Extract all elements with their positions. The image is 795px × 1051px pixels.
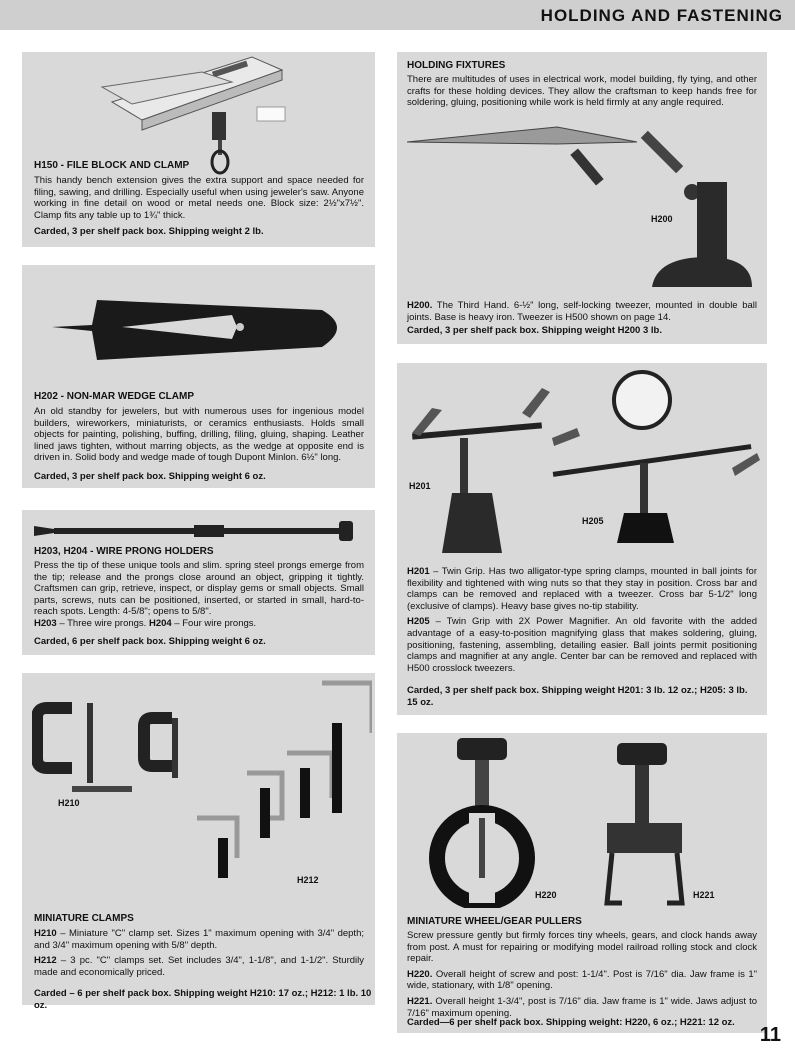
h201-photo-label: H201 bbox=[409, 481, 431, 491]
h221-code: H221. bbox=[407, 995, 433, 1007]
h202-panel bbox=[22, 265, 375, 488]
h200-description bbox=[407, 300, 757, 323]
h212-photo-label: H212 bbox=[297, 875, 319, 885]
wire-prong-holder-image bbox=[34, 518, 359, 544]
h200-text: The Third Hand. 6-½" long, self-locking tweezer, mounted in double ball joints. Base is heavy iron. Tweezer is H500 shown on page 14. bbox=[407, 300, 757, 323]
h200-photo-label: H200 bbox=[651, 214, 673, 224]
h220-code: H220. bbox=[407, 968, 433, 980]
h220-photo-label: H220 bbox=[535, 890, 557, 900]
wedge-clamp-image bbox=[52, 285, 352, 370]
h205-code: H205 bbox=[407, 616, 430, 628]
h204-code: H204 bbox=[148, 617, 172, 629]
h203-code: H203 bbox=[34, 617, 57, 629]
h212-text: – 3 pc. "C" clamps set. Set includes 3/4", 1-1/8", and 1-1/2". Sturdily made and economically priced. bbox=[34, 955, 364, 978]
clamps-panel bbox=[22, 673, 375, 1011]
header-bar bbox=[0, 0, 795, 30]
h221-text: Overall height 1-3/4", post is 7/16" dia. Jaw frame is 1" wide. Jaws adjust to 7/16" maximum opening. bbox=[407, 995, 757, 1019]
h150-description: This handy bench extension gives the extra support and space needed for filing, sawing, and drilling. Especially useful when using jeweler's saw. Anyone working in fine detail on wood or metal needs one. Block size: 2½"x7½". Clamp fits any table up to 1¾" thick. bbox=[34, 175, 364, 221]
fixtures-title: HOLDING FIXTURES bbox=[407, 60, 506, 71]
h150-shipping: Carded, 3 per shelf pack box. Shipping weight 2 lb. bbox=[34, 226, 264, 237]
clamps-shipping: Carded – 6 per shelf pack box. Shipping weight H210: 17 oz.; H212: 1 lb. 10 oz. bbox=[34, 988, 372, 1011]
h203-title: H203, H204 - WIRE PRONG HOLDERS bbox=[34, 546, 214, 557]
h202-description: An old standby for jewelers, but with numerous uses for ingenious model builders, wireworkers, miniaturists, or ceramics enthusiasts. Holds small objects for painting, polishing, buffing, drilling, filing, gluing, shaping. Leather lined jaws tighten, without marring objects, as the wedge at opposite end is driven in. Solid body and wedge made of tough Dupont Minlon. 6½" long. bbox=[34, 406, 364, 464]
h200-shipping: Carded, 3 per shelf pack box. Shipping weight H200 3 lb. bbox=[407, 325, 662, 336]
pullers-description bbox=[407, 930, 757, 1023]
h221-photo-label: H221 bbox=[693, 890, 715, 900]
h212-code: H212 bbox=[34, 955, 57, 967]
page-number: 11 bbox=[759, 1024, 781, 1046]
pullers-body-text: Screw pressure gently but firmly forces tiny wheels, gears, and clock hands away from post. A must for repairing or modifying model railroad rolling stock and clock repair. bbox=[407, 930, 757, 965]
h201-code: H201 bbox=[407, 566, 430, 577]
h150-title: H150 - FILE BLOCK AND CLAMP bbox=[34, 160, 190, 171]
fixtures-panel bbox=[397, 52, 767, 344]
h205-photo-label: H205 bbox=[582, 516, 604, 526]
h201-text: – Twin Grip. Has two alligator-type spring clamps, mounted in ball joints for flexibility and tightened with wing nuts so that they stay in position. Cross bar and clamps can be removed and replaced with a tweezer. Cross bar 5-1/2" long (exclusive of clamps). Heavy base gives no-tip stability. bbox=[407, 566, 757, 612]
page-title: HOLDING AND FASTENING bbox=[540, 6, 783, 25]
file-block-clamp-image bbox=[92, 52, 292, 177]
h203-text: – Three wire prongs. bbox=[56, 617, 149, 629]
gear-pullers-image bbox=[407, 738, 737, 908]
clamps-title: MINIATURE CLAMPS bbox=[34, 913, 134, 924]
h203-description bbox=[34, 560, 364, 630]
twin-grip-image bbox=[402, 368, 762, 558]
h150-panel bbox=[22, 52, 375, 247]
pullers-shipping: Carded—6 per shelf pack box. Shipping weight: H220, 6 oz.; H221: 12 oz. bbox=[407, 1017, 735, 1028]
h205-text: – Twin Grip with 2X Power Magnifier. An old favorite with the added advantage of a easy-to-position magnifying glass that makes soldering, gluing, positioning, fastening, assembling, detailing easier. Ball joints permit positioning clamps and magnifier at any angle. Center bar can be removed and replaced with H500 crosslock tweezers. bbox=[407, 616, 757, 674]
grip-description bbox=[407, 566, 757, 678]
clamps-description bbox=[34, 928, 364, 982]
h210-code: H210 bbox=[34, 928, 57, 939]
h210-photo-label: H210 bbox=[58, 798, 80, 808]
h210-text: – Miniature "C" clamp set. Sizes 1" maximum opening with 3/4" depth; and 3/4" maximum opening with 5/8" depth. bbox=[34, 928, 364, 951]
c-clamps-image bbox=[32, 678, 372, 883]
grip-shipping: Carded, 3 per shelf pack box. Shipping weight H201: 3 lb. 12 oz.; H205: 3 lb. 15 oz. bbox=[407, 685, 748, 708]
third-hand-image bbox=[407, 122, 757, 297]
pullers-title: MINIATURE WHEEL/GEAR PULLERS bbox=[407, 916, 582, 927]
twin-grip-panel bbox=[397, 363, 767, 715]
pullers-panel bbox=[397, 733, 767, 1033]
h204-text: – Four wire prongs. bbox=[171, 617, 257, 629]
h202-title: H202 - NON-MAR WEDGE CLAMP bbox=[34, 391, 195, 402]
h203-body-text: Press the tip of these unique tools and slim. spring steel prongs emerge from the tip; release and the prongs close around an object, gripping it tightly. Craftsmen can grip, retrieve, inspect, or display gems or small objects. Small parts, screws, nuts can be positioned, inserted, or started in small, hard-to-reach spots. Length: 4-5/8"; opens to 5/8". bbox=[34, 560, 364, 618]
h220-text: Overall height of screw and post: 1-1/4". Post is 7/16" dia. Jaw frame is 1" wide, stationary, with 1/8" opening. bbox=[407, 968, 757, 992]
h200-code: H200. bbox=[407, 300, 433, 311]
fixtures-description: There are multitudes of uses in electrical work, model building, fly tying, and other crafts for these holding devices. They allow the craftsman to keep hands free for soldering, gluing, positioning while work is held firmly at any angle required. bbox=[407, 74, 757, 109]
h203-panel bbox=[22, 510, 375, 655]
h202-shipping: Carded, 3 per shelf pack box. Shipping weight 6 oz. bbox=[34, 471, 266, 482]
h203-shipping: Carded, 6 per shelf pack box. Shipping weight 6 oz. bbox=[34, 636, 266, 647]
